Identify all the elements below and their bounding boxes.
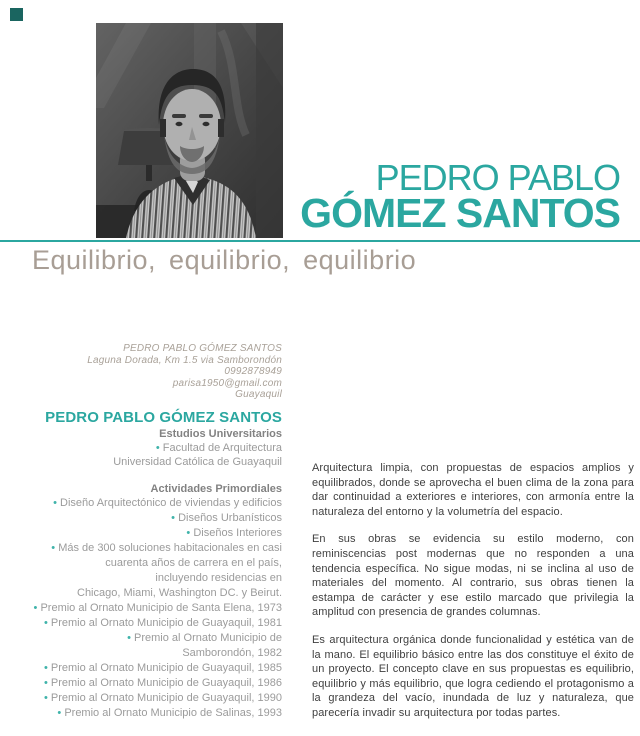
activity-item: cuarenta años de carrera en el país,: [105, 557, 282, 569]
bullet-icon: •: [51, 542, 59, 554]
contact-line: 0992878949: [224, 366, 282, 378]
activity-item: • Premio al Ornato Municipio de Guayaquil, 1986: [43, 677, 282, 689]
activity-item: incluyendo residencias en: [155, 572, 282, 584]
bullet-icon: •: [57, 707, 65, 719]
bullet-icon: •: [43, 617, 51, 629]
corner-accent-square: [10, 8, 23, 21]
bullet-icon: •: [127, 632, 135, 644]
profile-column: [20, 409, 282, 721]
activity-item: • Premio al Ornato Municipio de Salinas, 1993: [57, 707, 282, 719]
education-item: • Facultad de Arquitectura: [155, 442, 282, 454]
contact-line: Laguna Dorada, Km 1.5 via Samborondón: [87, 354, 282, 366]
article-paragraph: Arquitectura limpia, con propuestas de espacios amplios y equilibrados, donde se aprovecha el buen clima de la zona para dar continuidad a exteriores e interiores, con armonía entre la naturaleza del entorno y la volumetría del espacio.: [312, 462, 634, 518]
header-first-name: PEDRO PABLO: [375, 157, 620, 198]
activities-list: [20, 496, 282, 721]
header-last-name: GÓMEZ SANTOS: [300, 190, 620, 236]
activity-item: Samborondón, 1982: [182, 647, 282, 659]
portrait-photo: [96, 23, 283, 238]
contact-line: PEDRO PABLO GÓMEZ SANTOS: [123, 343, 282, 354]
education-section-title: Estudios Universitarios: [159, 428, 282, 440]
bullet-icon: •: [53, 497, 61, 509]
activity-item: • Diseños Interiores: [186, 527, 282, 539]
activity-item: • Premio al Ornato Municipio de: [127, 632, 282, 644]
profile-name-heading: PEDRO PABLO GÓMEZ SANTOS: [45, 409, 282, 426]
education-list: [20, 441, 282, 469]
tagline: Equilibrio, equilibrio, equilibrio: [32, 245, 417, 275]
bullet-icon: •: [43, 677, 51, 689]
activity-item: • Diseño Arquitectónico de viviendas y edificios: [53, 497, 282, 509]
activity-item: Chicago, Miami, Washington DC. y Beirut.: [77, 587, 282, 599]
bullet-icon: •: [43, 662, 51, 674]
activity-item: • Diseños Urbanísticos: [171, 512, 282, 524]
teal-divider-rule: [0, 240, 640, 242]
activities-section-title: Actividades Primordiales: [150, 483, 282, 495]
activity-item: • Más de 300 soluciones habitacionales en casi: [51, 542, 282, 554]
bullet-icon: •: [171, 512, 179, 524]
contact-line: parisa1950@gmail.com: [172, 377, 282, 389]
bullet-icon: •: [186, 527, 194, 539]
activity-item: • Premio al Ornato Municipio de Guayaquil, 1990: [43, 692, 282, 704]
bullet-icon: •: [33, 602, 41, 614]
activity-item: • Premio al Ornato Municipio de Santa Elena, 1973: [33, 602, 282, 614]
activity-item: • Premio al Ornato Municipio de Guayaquil, 1985: [43, 662, 282, 674]
bullet-icon: •: [155, 442, 163, 454]
activity-item: • Premio al Ornato Municipio de Guayaquil, 1981: [43, 617, 282, 629]
contact-block: [20, 343, 282, 401]
education-item: Universidad Católica de Guayaquil: [113, 456, 282, 468]
article-text-column: [312, 461, 634, 734]
header-name-block: [300, 157, 620, 236]
article-paragraph: En sus obras se evidencia su estilo moderno, con reminiscencias post modernas que no responden a una tendencia específica. No sigue modas, ni se inclina al uso de materiales del momento. Al contrario, sus obras tienen la estampa de carácter y ese estilo marcado que privilegia la amplitud con presencia de grandes columnas.: [312, 533, 634, 619]
bullet-icon: •: [43, 692, 51, 704]
section-gap: [20, 469, 282, 482]
contact-line: Guayaquil: [235, 389, 282, 401]
article-paragraph: Es arquitectura orgánica donde funcionalidad y estética van de la mano. El equilibrio básico entre las dos constituye el éxito de un proyecto. El concepto clave en sus propuestas es equilibrio, equilibrio y más equilibrio, que logra cediendo el protagonismo a la grandeza del vacío, inundada de luz y naturaleza, que parecería invadir su arquitectura por todas partes.: [312, 633, 634, 719]
